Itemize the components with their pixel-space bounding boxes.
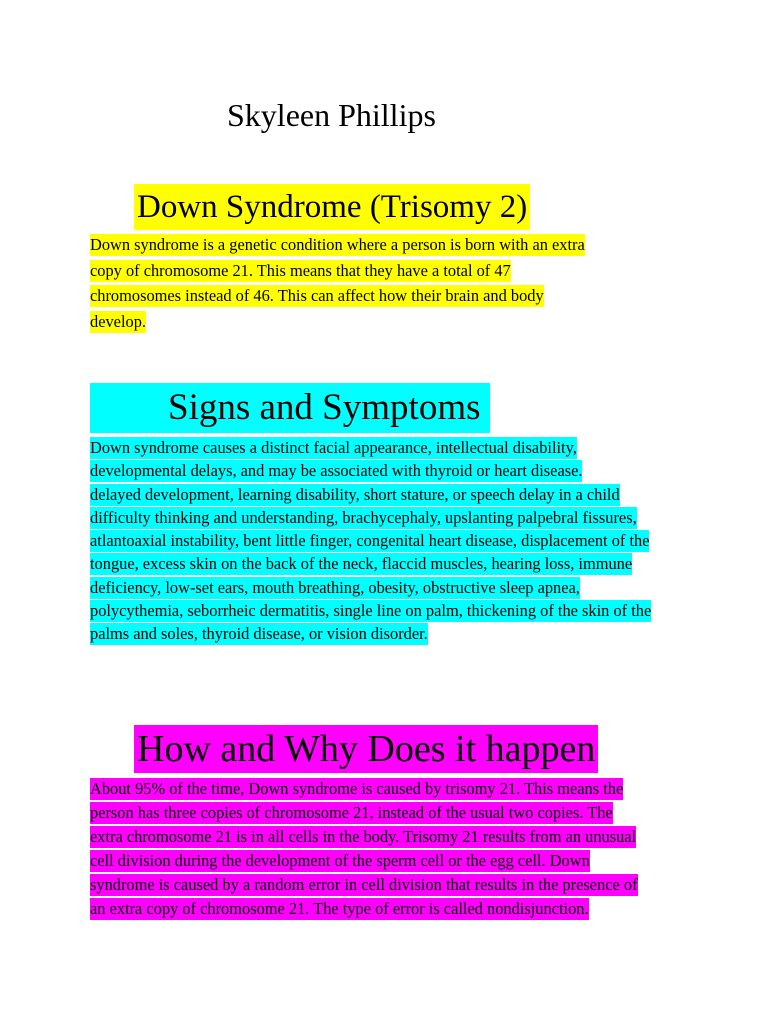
highlighted-text: develop.	[90, 311, 146, 331]
text-line	[90, 459, 690, 482]
highlighted-text: polycythemia, seborrheic dermatitis, single line on palm, thickening of the skin of the	[90, 601, 652, 621]
section-heading-down-syndrome: Down Syndrome (Trisomy 2)	[134, 184, 530, 230]
highlighted-text: syndrome is caused by a random error in cell division that results in the presence of	[90, 875, 638, 894]
section-heading-signs-and-symptoms: Signs and Symptoms	[90, 383, 490, 433]
highlighted-text: atlantoaxial instability, bent little finger, congenital heart disease, displacement of the	[90, 531, 650, 551]
highlighted-text: developmental delays, and may be associated with thyroid or heart disease.	[90, 461, 583, 481]
highlighted-text: copy of chromosome 21. This means that they have a total of 47	[90, 260, 511, 280]
text-line	[90, 873, 690, 897]
highlighted-text: About 95% of the time, Down syndrome is caused by trisomy 21. This means the	[90, 779, 624, 798]
text-line	[90, 506, 690, 529]
text-line	[90, 801, 690, 825]
text-line	[90, 436, 690, 459]
text-line	[90, 576, 690, 599]
text-line	[90, 825, 690, 849]
text-line	[90, 849, 690, 873]
highlighted-text: deficiency, low-set ears, mouth breathing, obesity, obstructive sleep apnea,	[90, 577, 580, 597]
text-line	[90, 309, 690, 335]
highlighted-text: tongue, excess skin on the back of the neck, flaccid muscles, hearing loss, immune	[90, 554, 633, 574]
section-paragraph-signs-and-symptoms	[90, 436, 690, 646]
author-name: Skyleen Phillips	[227, 97, 436, 133]
text-line	[90, 258, 690, 284]
text-line	[90, 599, 690, 622]
text-line	[90, 483, 690, 506]
text-line	[90, 232, 690, 258]
highlighted-text: difficulty thinking and understanding, brachycephaly, upslanting palpebral fissures,	[90, 507, 637, 527]
text-line	[90, 552, 690, 575]
section-paragraph-how-and-why	[90, 777, 690, 921]
text-line	[90, 897, 690, 921]
text-line	[90, 529, 690, 552]
highlighted-text: an extra copy of chromosome 21. The type of error is called nondisjunction.	[90, 899, 589, 918]
highlighted-text: person has three copies of chromosome 21, instead of the usual two copies. The	[90, 803, 613, 822]
section-heading-how-and-why: How and Why Does it happen	[134, 725, 598, 773]
text-line	[90, 622, 690, 645]
text-line	[90, 777, 690, 801]
highlighted-text: Down syndrome causes a distinct facial appearance, intellectual disability,	[90, 438, 577, 457]
highlighted-text: Down syndrome is a genetic condition where a person is born with an extra	[90, 235, 585, 254]
highlighted-text: cell division during the development of the sperm cell or the egg cell. Down	[90, 851, 590, 870]
highlighted-text: delayed development, learning disability, short stature, or speech delay in a child	[90, 484, 620, 504]
section-paragraph-down-syndrome	[90, 232, 690, 334]
highlighted-text: extra chromosome 21 is in all cells in the body. Trisomy 21 results from an unusual	[90, 827, 637, 846]
highlighted-text: palms and soles, thyroid disease, or vision disorder.	[90, 624, 428, 644]
text-line	[90, 283, 690, 309]
highlighted-text: chromosomes instead of 46. This can affect how their brain and body	[90, 286, 544, 306]
